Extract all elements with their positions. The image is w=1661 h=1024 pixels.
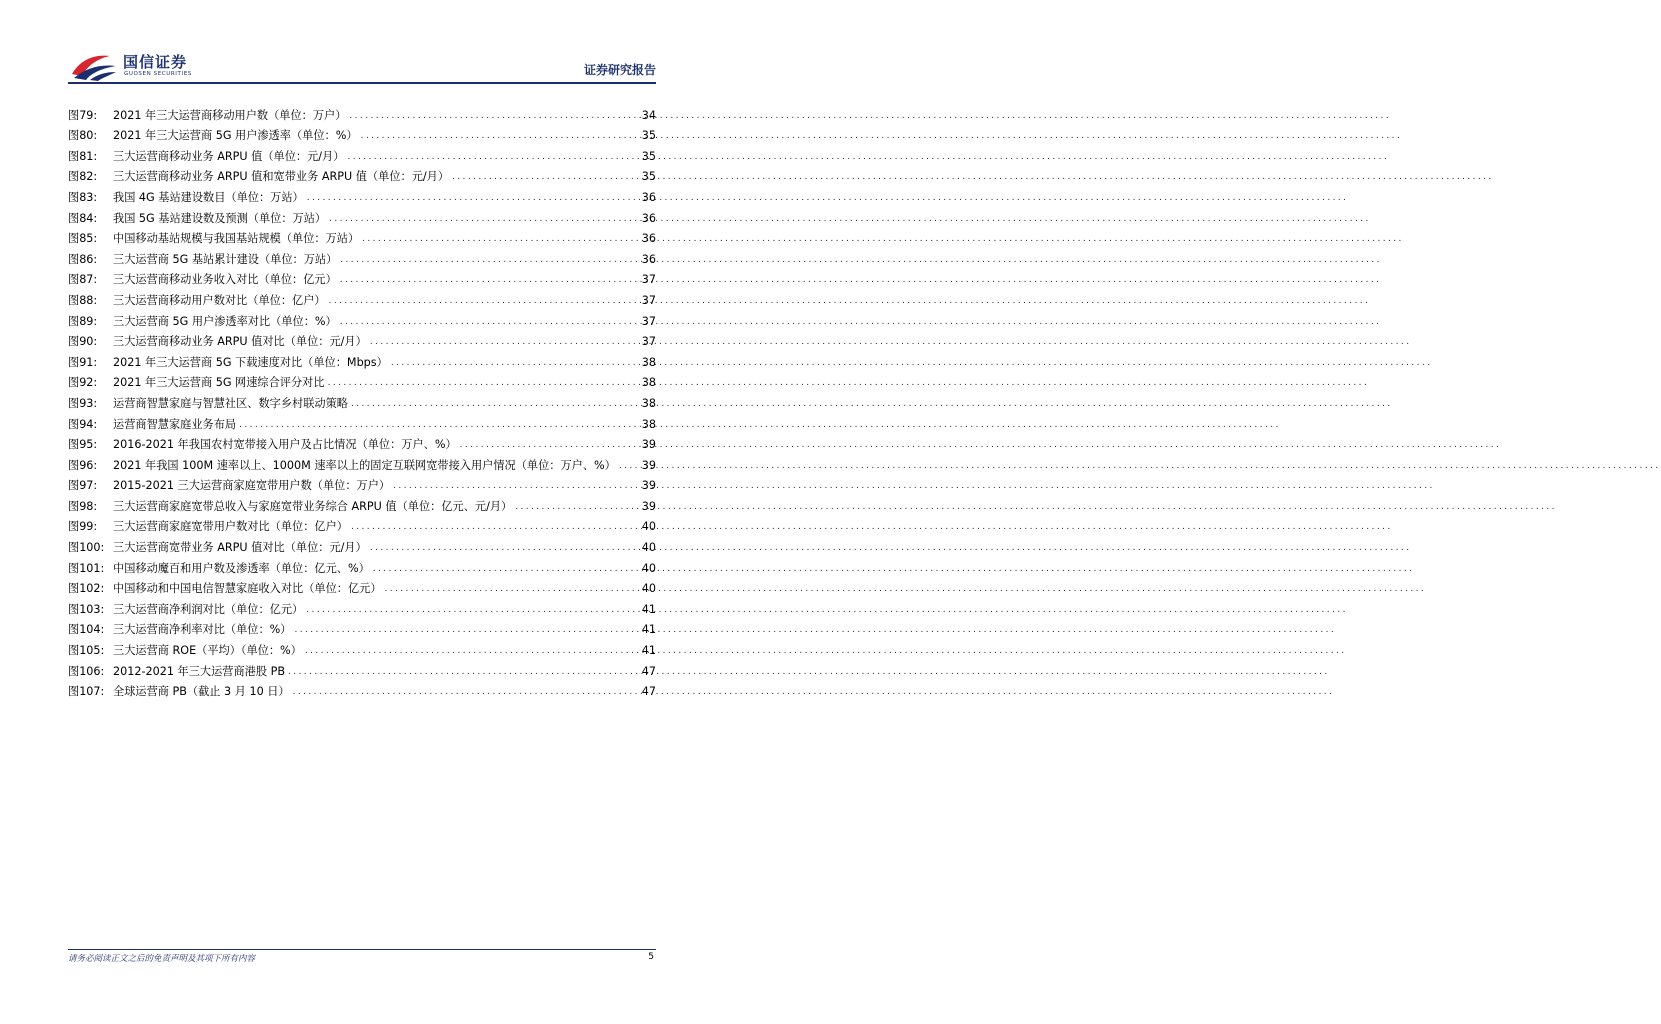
figure-title: 三大运营商移动业务 ARPU 值和宽带业务 ARPU 值（单位：元/月） xyxy=(113,170,450,184)
figure-number: 图83: xyxy=(68,190,98,204)
figure-page-number: 34 xyxy=(641,108,656,122)
toc-entry[interactable] xyxy=(68,679,656,700)
figure-page-number: 37 xyxy=(641,314,656,328)
figure-page-number: 40 xyxy=(641,582,656,596)
figure-title: 三大运营商净利率对比（单位：%） xyxy=(113,623,292,637)
figure-title: 运营商智慧家庭与智慧社区、数字乡村联动策略 xyxy=(113,396,348,410)
toc-entry[interactable] xyxy=(68,102,656,123)
figure-page-number: 41 xyxy=(641,623,656,637)
figure-number: 图96: xyxy=(68,458,98,472)
figure-title: 三大运营商 ROE（平均）（单位：%） xyxy=(113,644,302,658)
figure-page-number: 38 xyxy=(641,396,656,410)
toc-entry[interactable] xyxy=(68,205,656,226)
logo-english-name: GUOSEN SECURITIES xyxy=(124,71,192,77)
figure-page-number: 37 xyxy=(641,273,656,287)
figure-page-number: 37 xyxy=(641,335,656,349)
toc-entry[interactable] xyxy=(68,143,656,164)
toc-entry[interactable] xyxy=(68,534,656,555)
figure-title: 三大运营商移动业务 ARPU 值对比（单位：元/月） xyxy=(113,335,367,349)
dot-leader xyxy=(293,685,639,699)
toc-entry[interactable] xyxy=(68,617,656,638)
dot-leader xyxy=(460,438,639,452)
toc-entry[interactable] xyxy=(68,329,656,350)
figure-page-number: 36 xyxy=(641,252,656,266)
dot-leader xyxy=(288,665,639,679)
dot-leader xyxy=(361,129,639,143)
toc-entry[interactable] xyxy=(68,514,656,535)
footer-disclaimer: 请务必阅读正文之后的免责声明及其项下所有内容 xyxy=(68,954,256,964)
figure-number: 图80: xyxy=(68,129,98,143)
figure-list xyxy=(68,102,656,699)
figure-number: 图90: xyxy=(68,335,98,349)
figure-title: 三大运营商 5G 用户渗透率对比（单位：%） xyxy=(113,314,337,328)
dot-leader xyxy=(370,335,639,349)
toc-entry[interactable] xyxy=(68,411,656,432)
figure-page-number: 41 xyxy=(641,644,656,658)
logo-mark-icon xyxy=(70,50,118,82)
figure-title: 中国移动基站规模与我国基站规模（单位：万站） xyxy=(113,232,360,246)
figure-page-number: 38 xyxy=(641,376,656,390)
toc-entry[interactable] xyxy=(68,432,656,453)
figure-number: 图106: xyxy=(68,664,105,678)
toc-entry[interactable] xyxy=(68,596,656,617)
dot-leader xyxy=(340,253,638,267)
figure-number: 图93: xyxy=(68,396,98,410)
logo-chinese-name: 国信证券 xyxy=(123,53,188,71)
dot-leader xyxy=(307,191,639,205)
figure-number: 图95: xyxy=(68,438,98,452)
figure-title: 三大运营商移动业务 ARPU 值（单位：元/月） xyxy=(113,149,345,163)
dot-leader xyxy=(351,397,639,411)
figure-page-number: 35 xyxy=(641,149,656,163)
toc-entry[interactable] xyxy=(68,576,656,597)
figure-number: 图89: xyxy=(68,314,98,328)
dot-leader xyxy=(328,376,639,390)
figure-page-number: 47 xyxy=(641,685,656,699)
figure-title: 2021 年三大运营商 5G 用户渗透率（单位：%） xyxy=(113,129,358,143)
figure-number: 图81: xyxy=(68,149,98,163)
toc-entry[interactable] xyxy=(68,658,656,679)
figure-page-number: 35 xyxy=(641,129,656,143)
toc-entry[interactable] xyxy=(68,123,656,144)
toc-entry[interactable] xyxy=(68,246,656,267)
figure-number: 图88: xyxy=(68,293,98,307)
toc-entry[interactable] xyxy=(68,555,656,576)
dot-leader xyxy=(393,479,639,493)
figure-title: 2016-2021 年我国农村宽带接入用户及占比情况（单位：万户、%） xyxy=(113,438,457,452)
toc-entry[interactable] xyxy=(68,370,656,391)
figure-number: 图86: xyxy=(68,252,98,266)
figure-number: 图101: xyxy=(68,561,105,575)
figure-page-number: 38 xyxy=(641,355,656,369)
figure-page-number: 39 xyxy=(641,479,656,493)
guosen-logo xyxy=(70,50,200,84)
dot-leader xyxy=(329,212,639,226)
toc-entry[interactable] xyxy=(68,493,656,514)
figure-number: 图87: xyxy=(68,273,98,287)
figure-title: 2012-2021 年三大运营商港股 PB xyxy=(113,664,286,678)
figure-number: 图91: xyxy=(68,355,98,369)
figure-number: 图107: xyxy=(68,685,105,699)
dot-leader xyxy=(452,170,639,184)
figure-page-number: 38 xyxy=(641,417,656,431)
figure-number: 图99: xyxy=(68,520,98,534)
figure-title: 运营商智慧家庭业务布局 xyxy=(113,417,237,431)
figure-title: 2021 年三大运营商移动用户数（单位：万户） xyxy=(113,108,347,122)
figure-number: 图94: xyxy=(68,417,98,431)
toc-entry[interactable] xyxy=(68,164,656,185)
figure-title: 中国移动和中国电信智慧家庭收入对比（单位：亿元） xyxy=(113,582,382,596)
figure-page-number: 36 xyxy=(641,190,656,204)
toc-entry[interactable] xyxy=(68,452,656,473)
dot-leader xyxy=(305,644,639,658)
figure-title: 三大运营商宽带业务 ARPU 值对比（单位：元/月） xyxy=(113,541,367,555)
figure-number: 图84: xyxy=(68,211,98,225)
dot-leader xyxy=(294,623,638,637)
toc-entry[interactable] xyxy=(68,184,656,205)
toc-entry[interactable] xyxy=(68,267,656,288)
toc-entry[interactable] xyxy=(68,473,656,494)
figure-title: 2021 年三大运营商 5G 下载速度对比（单位：Mbps） xyxy=(113,355,388,369)
figure-number: 图82: xyxy=(68,170,98,184)
figure-title: 中国移动魔百和用户数及渗透率（单位：亿元、%） xyxy=(113,561,370,575)
figure-number: 图104: xyxy=(68,623,105,637)
figure-page-number: 40 xyxy=(641,561,656,575)
figure-title: 2015-2021 三大运营商家庭宽带用户数（单位：万户） xyxy=(113,479,391,493)
figure-title: 我国 5G 基站建设数及预测（单位：万站） xyxy=(113,211,327,225)
figure-page-number: 36 xyxy=(641,232,656,246)
figure-title: 三大运营商家庭宽带用户数对比（单位：亿户） xyxy=(113,520,348,534)
dot-leader xyxy=(385,582,639,596)
figure-number: 图97: xyxy=(68,479,98,493)
figure-title: 三大运营商移动用户数对比（单位：亿户） xyxy=(113,293,326,307)
figure-title: 三大运营商净利润对比（单位：亿元） xyxy=(113,602,304,616)
toc-entry[interactable] xyxy=(68,349,656,370)
toc-entry[interactable] xyxy=(68,390,656,411)
figure-title: 三大运营商家庭宽带总收入与家庭宽带业务综合 ARPU 值（单位：亿元、元/月） xyxy=(113,499,513,513)
figure-title: 我国 4G 基站建设数目（单位：万站） xyxy=(113,190,304,204)
figure-number: 图105: xyxy=(68,644,105,658)
figure-title: 三大运营商 5G 基站累计建设（单位：万站） xyxy=(113,252,338,266)
dot-leader xyxy=(362,232,639,246)
footer-divider xyxy=(68,949,656,950)
dot-leader xyxy=(391,356,639,370)
figure-page-number: 41 xyxy=(641,602,656,616)
figure-number: 图79: xyxy=(68,108,98,122)
dot-leader xyxy=(329,294,639,308)
figure-page-number: 35 xyxy=(641,170,656,184)
figure-page-number: 47 xyxy=(641,664,656,678)
figure-title: 2021 年我国 100M 速率以上、1000M 速率以上的固定互联网宽带接入用户情况（单位：万户、%） xyxy=(113,458,616,472)
figure-page-number: 40 xyxy=(641,520,656,534)
dot-leader xyxy=(373,562,639,576)
figure-number: 图85: xyxy=(68,232,98,246)
page-number: 5 xyxy=(648,952,654,962)
figure-title: 全球运营商 PB（截止 3 月 10 日） xyxy=(113,685,290,699)
toc-entry[interactable] xyxy=(68,226,656,247)
figure-number: 图92: xyxy=(68,376,98,390)
figure-number: 图98: xyxy=(68,499,98,513)
figure-title: 2021 年三大运营商 5G 网速综合评分对比 xyxy=(113,376,325,390)
dot-leader xyxy=(306,603,639,617)
figure-page-number: 39 xyxy=(641,458,656,472)
dot-leader xyxy=(370,541,639,555)
dot-leader xyxy=(619,459,639,473)
dot-leader xyxy=(351,520,639,534)
toc-entry[interactable] xyxy=(68,637,656,658)
report-type-label: 证券研究报告 xyxy=(583,63,656,77)
toc-entry[interactable] xyxy=(68,287,656,308)
dot-leader xyxy=(340,315,639,329)
figure-page-number: 40 xyxy=(641,541,656,555)
figure-number: 图100: xyxy=(68,541,105,555)
dot-leader xyxy=(347,150,638,164)
page-header xyxy=(0,0,724,90)
header-divider xyxy=(68,82,656,84)
toc-entry[interactable] xyxy=(68,308,656,329)
figure-number: 图103: xyxy=(68,602,105,616)
figure-number: 图102: xyxy=(68,582,105,596)
dot-leader xyxy=(515,500,639,514)
figure-page-number: 37 xyxy=(641,293,656,307)
figure-page-number: 36 xyxy=(641,211,656,225)
dot-leader xyxy=(239,418,639,432)
dot-leader xyxy=(340,273,639,287)
dot-leader xyxy=(349,109,638,123)
figure-page-number: 39 xyxy=(641,499,656,513)
figure-page-number: 39 xyxy=(641,438,656,452)
figure-title: 三大运营商移动业务收入对比（单位：亿元） xyxy=(113,273,337,287)
